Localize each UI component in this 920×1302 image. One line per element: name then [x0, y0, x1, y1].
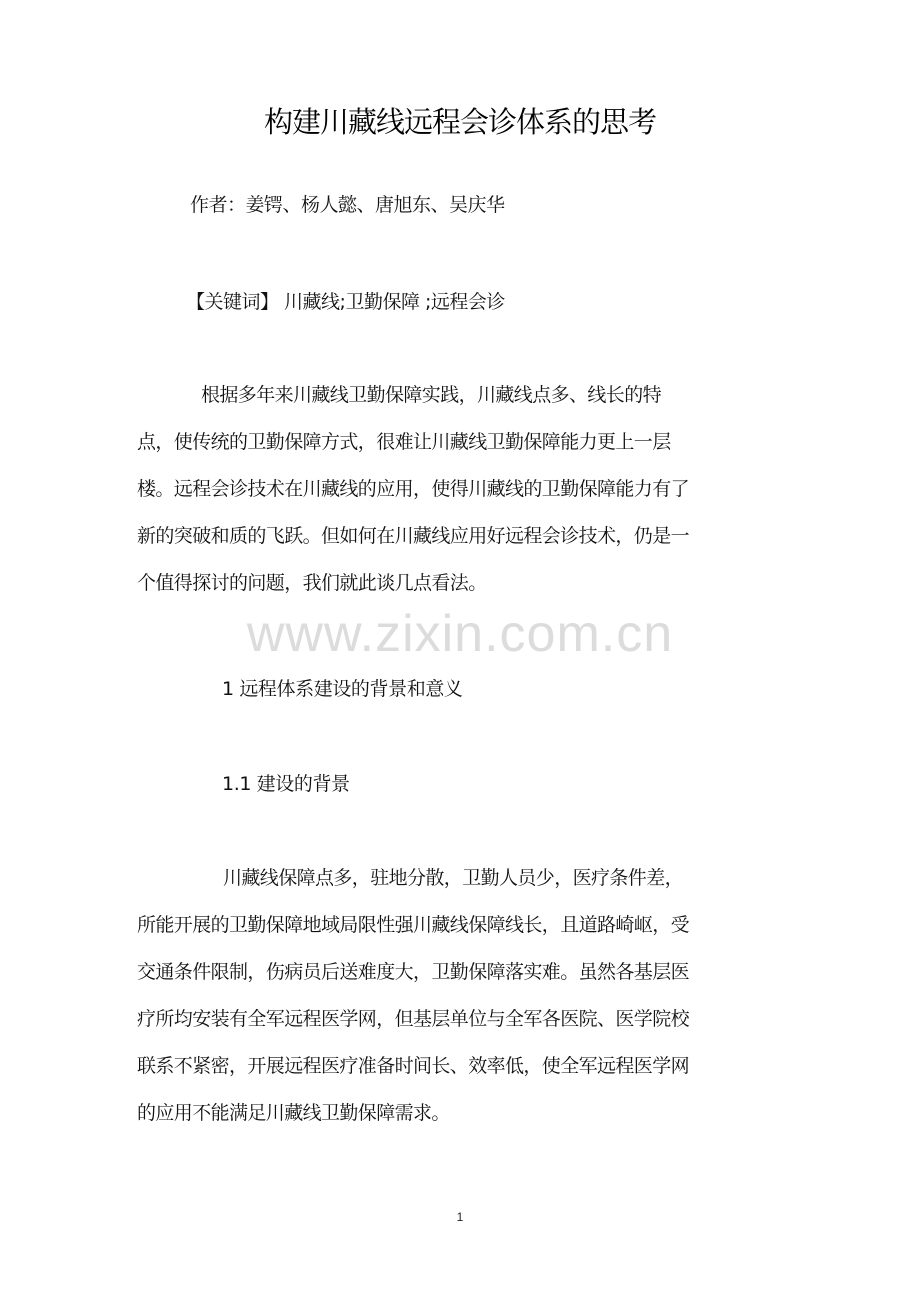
watermark: www.zixin.com.cn	[246, 605, 674, 663]
authors-line: 作者：姜锷、杨人懿、唐旭东、吴庆华	[190, 194, 505, 216]
page-number: 1	[456, 1210, 464, 1224]
body-paragraph: 川藏线保障点多，驻地分散，卫勤人员少，医疗条件差，所能开展的卫勤保障地域局限性强川藏线保障线长，且道路崎岖，受交通条件限制，伤病员后送难度大，卫勤保障落实难。虽然各基层医疗所均安装有全军远程医学网，但基层单位与全军各医院、医学院校联系不紧密，开展远程医疗准备时间长、效率低，使全军远程医学网的应用不能满足川藏线卫勤保障需求。	[137, 867, 690, 1124]
subsection-heading: 1.1 建设的背景	[222, 773, 350, 795]
keywords-line: 【关键词】 川藏线;卫勤保障 ;远程会诊	[186, 291, 505, 313]
section-heading: 1 远程体系建设的背景和意义	[222, 678, 463, 700]
document-title: 构建川藏线远程会诊体系的思考	[263, 105, 656, 139]
intro-paragraph: 根据多年来川藏线卫勤保障实践，川藏线点多、线长的特点，使传统的卫勤保障方式，很难让川藏线卫勤保障能力更上一层楼。远程会诊技术在川藏线的应用，使得川藏线的卫勤保障能力有了新的突破和质的飞跃。但如何在川藏线应用好远程会诊技术，仍是一个值得探讨的问题，我们就此谈几点看法。	[137, 384, 690, 594]
